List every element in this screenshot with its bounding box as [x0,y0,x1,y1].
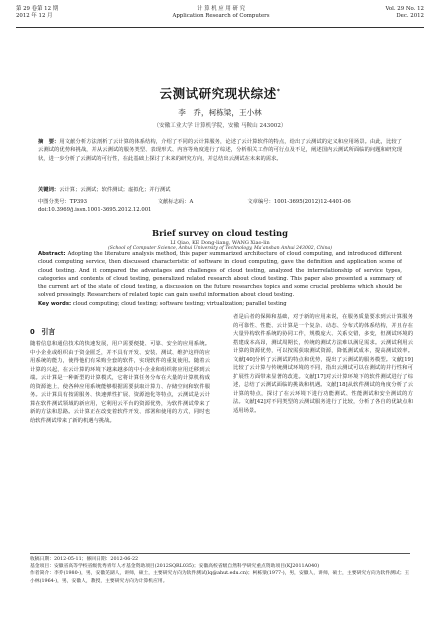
author-list: 李 乔，柯栋梁，王小林 [178,108,262,117]
keywords-text: 云计算；云测试；软件测试；虚拟化；并行测试 [59,187,171,193]
received-date: 收稿日期：2012-05-11；修回日期：2012-06-22 [30,557,139,562]
keywords-label: 关键词： [38,187,60,193]
journal-volume-info: 第 29 卷第 12 期 2012 年 12 月 [16,6,59,19]
journal-name: 计 算 机 应 用 研 究 Application Research of Computers [172,6,270,19]
document-code: 文献标志码：A [157,199,194,205]
keywords-en [38,300,402,308]
english-title: Brief survey on cloud testing [152,228,288,238]
classification-info [38,198,402,214]
footnote [30,556,410,585]
doi: doi:10.3969/j.issn.1001-3695.2012.12.001 [38,207,152,214]
clc-number: 中图分类号：TP393 [38,199,87,205]
keywords-zh [38,186,402,194]
header-rule [16,27,424,28]
english-affiliation: (School of Computer Science, Anhui University of Technology, Ma’anshan Anhui 243002, China) [107,246,333,251]
fund-info: 基金项目：安徽省高等学校省级优秀青年人才基金资助项目(2012SQRL035)；安徽高校省级自然科学研究重点资助项目(KJ2011A040) [30,564,320,570]
footnote-rule [30,553,410,554]
section-heading: 0 引言 [30,328,56,336]
running-header [16,5,424,29]
abstract-label: 摘 要： [38,139,60,145]
body-column-right: 者是后者的保障和基础，对于新的应用来说，在服务质量要求到云计算服务的可靠性、性能、云计算是一个复杂、动态、分布式的体系结构，并且存在大量异构软件系统的协同工作，规模庞大、关系交错，多变，但测试环境的搭建成本高昂，测试周期长，传统的测试方法难以满足需求。云测试利用云计算的资源优势，可以按需获取测试资源，降低测试成本，提高测试效率。文献[40]分析了云测试的特点和优势，提出了云测试的服务模型。文献[19]比较了云计算与传统测试环境的不同，指出云测试可以在测试的并行性和可扩展性方面带来显著的改进。文献[17]对云计算环境下的软件测试进行了综述，总结了云测试面临的挑战和机遇。文献[18]从软件测试的角度分析了云计算的特点，探讨了在云环境下进行功能测试、性能测试和安全测试的方法。文献[42]对不同类型的云测试服务进行了比较，分析了各自的优缺点和适用场景。 [233,314,413,414]
abstract-text: 用文献分析方法剖析了云计算的体系结构，介绍了不同的云计算服务，论述了云计算软件的特点，给出了云测试的定义和应用场景。由此，比较了云测试的优势和挑战，并从云测试的服务类型、表现形式、内容等角度进行了综述，分析相关工作的可行点及不足，阐述国内云测试所面临的问题和研究现状，进一步分析了云测试的可行性，在此基础上探讨了未来的研究方向，并总结出云测试在未来的需求。 [38,139,402,162]
abstract-zh [38,138,402,188]
keywords-en-label: Key words: [38,301,72,307]
abstract-en-text: Adopting the literature analysis method, this paper summarized architecture of cloud computing, and introduced different cloud computing service, then discussed characteristic of software in cloud computing, gave the definition and application scene of cloud testing. And it compared the advantages and challenges of cloud testing, analyzed the interrelationship of service types, categories and contents of cloud testing, generalized related research about cloud testing. This paper also presented a summary of the current art of the state of cloud testing, a discussion on the future researches topics and some crucial problems which should be solved pressingly. Researchers of related topic can gain useful information about cloud testing. [38,251,402,299]
keywords-en-text: cloud computing; cloud testing; software testing; virtualization; parallel testing [72,301,287,307]
paper-title: 云测试研究现状综述* [159,86,281,101]
title-footnote-mark: * [276,87,281,95]
author-bio: 作者简介：李乔(1980-)，男，安徽芜湖人，讲师，硕士，主要研究方向为软件测试(lq@ahut.edu.cn)；柯栋梁(1977-)，男，安徽人，讲师，硕士，主要研究方向为软件测试；王小林(1964-)，男，安徽人，教授，主要研究方向为计算机应用。 [30,571,410,584]
abstract-en [38,250,402,302]
abstract-en-label: Abstract: [38,251,66,257]
author-affiliation: （安徽工业大学 计算机学院，安徽 马鞍山 243002） [153,123,287,129]
english-authors: LI Qiao, KE Dong-liang, WANG Xiao-lin [170,240,270,246]
journal-volume-info-en: Vol. 29 No. 12 Dec. 2012 [385,6,424,19]
article-number: 文章编号：1001-3695(2012)12-4401-06 [247,199,351,205]
body-column-left: 随着信息和通信技术的快速发展，用户需要便捷、可靠、安全的应用系统。中小企业或组织由于资金匮乏，并不具有开发、安装、测试、维护这样的应用系统的能力，使得他们有采购全套的软件，实现软件的重复使用。随着云计算的兴起，在云计算的环境下越来越多的中小企业和组织将应用迁移到云端。云计算是一种新型的计算模式，它将计算任务分布在大量的计算机构成的资源池上，使各种应用系统能够根据需要获取计算力、存储空间和软件服务。云计算具有按需服务、快速弹性扩展、资源池化等特点，云测试是云计算在软件测试领域的新应用，它利用云平台的资源优势，为软件测试带来了新的方法和思路。云计算正在改变着软件开发、部署和使用的方式，同时也给软件测试带来了新的机遇与挑战。 [30,341,210,424]
